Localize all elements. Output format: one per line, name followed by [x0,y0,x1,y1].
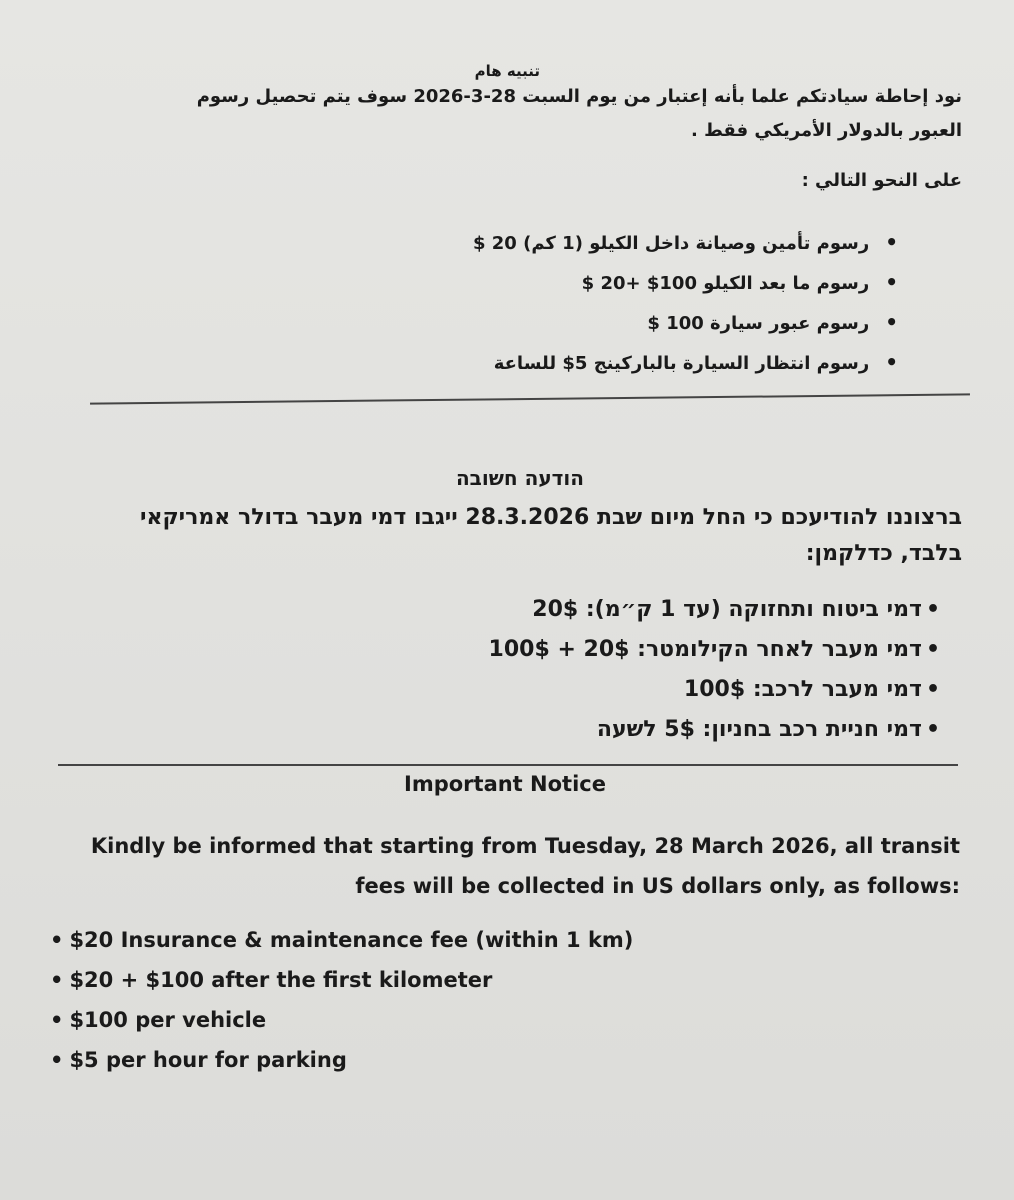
hebrew-paragraph: ברצוננו להודיעכם כי החל מיום שבת 28.3.2026 ייגבו דמי מעבר בדולר אמריקאי בלבד, כדלקמן: [139,505,962,566]
arabic-intro: على النحو التالي : [801,170,962,191]
section-divider [58,764,958,766]
list-item: • رسوم ما بعد الكيلو 100$ +20 $ [420,262,898,302]
list-item: • דמי מעבר לרכב: 100$ [400,670,940,710]
english-title: Important Notice [404,772,606,796]
arabic-title: تنبيه هام [474,62,540,80]
list-item: • $20 Insurance & maintenance fee (within 1 km) [50,920,750,960]
arabic-paragraph: نود إحاطة سيادتكم علما بأنه إعتبار من يوم السبت 28-3-2026 سوف يتم تحصيل رسوم العبور بالدولار الأمريكي فقط . [196,86,962,141]
list-item: • דמי חניית רכב בחניון: 5$ לשעה [400,710,940,750]
list-item: • $5 per hour for parking [50,1040,750,1080]
list-item: • $100 per vehicle [50,1000,750,1040]
list-item: • رسوم انتظار السيارة بالباركينج 5$ للساعة [420,342,898,382]
english-paragraph: Kindly be informed that starting from Tuesday, 28 March 2026, all transit fees will be collected in US dollars only, as follows: [90,834,960,898]
list-item: • $20 + $100 after the first kilometer [50,960,750,1000]
list-item: • رسوم عبور سيارة 100 $ [420,302,898,342]
english-fee-list [50,920,750,1080]
hebrew-fee-list [400,590,940,750]
hebrew-title: הודעה חשובה [455,466,585,490]
list-item: • رسوم تأمين وصيانة داخل الكيلو (1 كم) 20 $ [420,222,898,262]
list-item: • דמי מעבר לאחר הקילומטר: 20$ + 100$ [400,630,940,670]
arabic-fee-list [420,222,898,382]
list-item: • דמי ביטוח ותחזוקה (עד 1 ק״מ): 20$ [400,590,940,630]
section-divider [90,393,970,404]
